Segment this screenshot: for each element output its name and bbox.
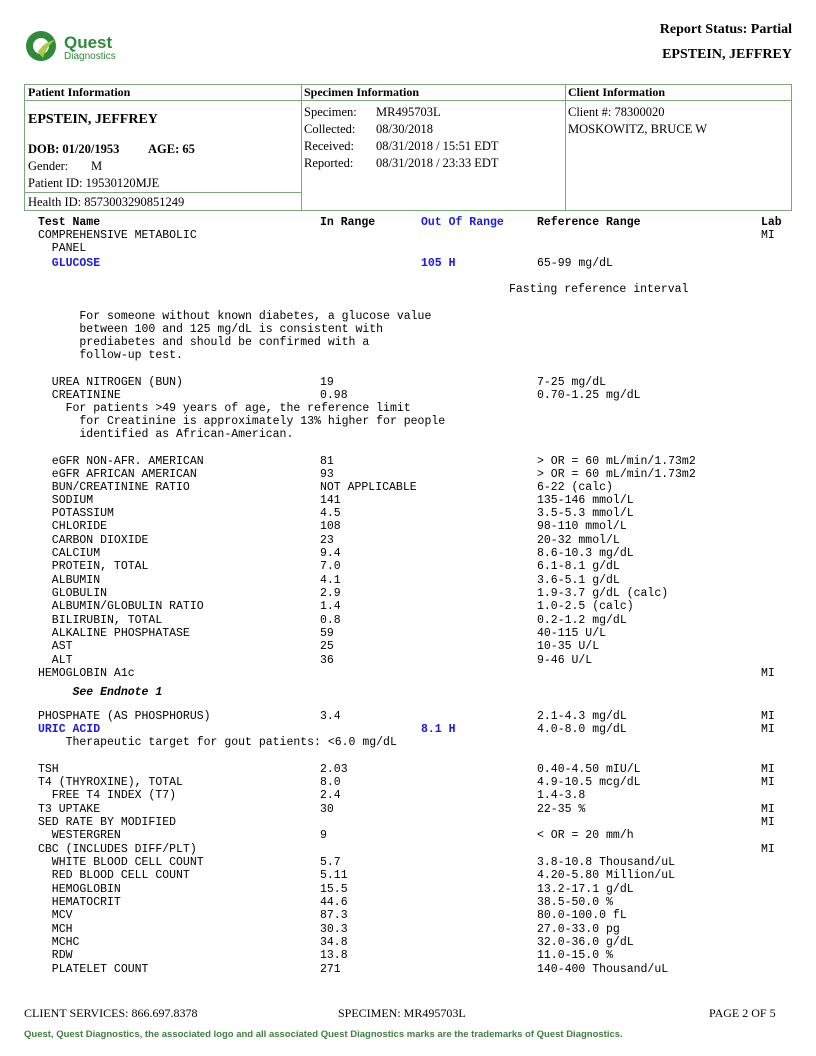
reference-range: 0.70-1.25 mg/dL [537, 389, 641, 402]
test-name: HEMATOCRIT [38, 896, 121, 909]
in-range-value: 2.03 [320, 763, 348, 776]
result-comment: between 100 and 125 mg/dL is consistent with [38, 323, 384, 336]
col-out-of-range: Out Of Range [421, 216, 504, 229]
patient-info-title: Patient Information [25, 85, 301, 101]
test-name: BUN/CREATININE RATIO [38, 481, 190, 494]
test-name: ALBUMIN/GLOBULIN RATIO [38, 600, 204, 613]
test-name: ALBUMIN [38, 574, 101, 587]
in-range-value: 4.5 [320, 507, 341, 520]
test-name: SED RATE BY MODIFIED [38, 816, 177, 829]
in-range-value: 0.98 [320, 389, 348, 402]
test-name: CHLORIDE [38, 520, 108, 533]
logo-subtitle: Diagnostics [64, 51, 116, 62]
client-number: Client #: 78300020 [568, 105, 665, 119]
lab-code: MI [761, 816, 775, 829]
result-comment: follow-up test. [38, 349, 183, 362]
reference-range: 3.6-5.1 g/dL [537, 574, 620, 587]
reference-range: 6-22 (calc) [537, 481, 613, 494]
reference-range: 1.4-3.8 [537, 789, 586, 802]
test-name: AST [38, 640, 73, 653]
in-range-value: 4.1 [320, 574, 341, 587]
reference-range: > OR = 60 mL/min/1.73m2 [537, 468, 696, 481]
logo-name: Quest [64, 33, 113, 52]
in-range-value: 30 [320, 803, 334, 816]
test-name: URIC ACID [38, 723, 101, 736]
test-name: GLUCOSE [38, 257, 101, 270]
in-range-value: 141 [320, 494, 341, 507]
test-name: UREA NITROGEN (BUN) [38, 376, 183, 389]
reference-range: 11.0-15.0 % [537, 949, 613, 962]
reference-range: > OR = 60 mL/min/1.73m2 [537, 455, 696, 468]
in-range-value: 23 [320, 534, 334, 547]
header-patient-name: EPSTEIN, JEFFREY [662, 47, 792, 62]
reference-range: 7-25 mg/dL [537, 376, 607, 389]
in-range-value: 108 [320, 520, 341, 533]
in-range-value: 9 [320, 829, 327, 842]
test-name: HEMOGLOBIN A1c [38, 667, 135, 680]
patient-info [25, 85, 302, 210]
footer-client-services: CLIENT SERVICES: 866.697.8378 [24, 1006, 198, 1020]
reference-range: 2.1-4.3 mg/dL [537, 710, 627, 723]
result-comment: identified as African-American. [38, 428, 294, 441]
endnote-reference: See Endnote 1 [38, 686, 163, 699]
reference-range: 1.9-3.7 g/dL (calc) [537, 587, 669, 600]
lab-code: MI [761, 723, 775, 736]
in-range-value: 9.4 [320, 547, 341, 560]
reference-range: 0.2-1.2 mg/dL [537, 614, 627, 627]
in-range-value: 7.0 [320, 560, 341, 573]
result-comment: For someone without known diabetes, a glucose value [38, 310, 432, 323]
in-range-value: 0.8 [320, 614, 341, 627]
test-name: HEMOGLOBIN [38, 883, 121, 896]
reference-range: 135-146 mmol/L [537, 494, 634, 507]
reference-range: 65-99 mg/dL [537, 257, 613, 270]
test-name: CREATININE [38, 389, 121, 402]
result-comment: prediabetes and should be confirmed with a [38, 336, 370, 349]
reference-range: < OR = 20 mm/h [537, 829, 634, 842]
client-doctor: MOSKOWITZ, BRUCE W [568, 122, 708, 136]
reference-range: 3.5-5.3 mmol/L [537, 507, 634, 520]
test-name: PLATELET COUNT [38, 963, 149, 976]
reference-range: 80.0-100.0 fL [537, 909, 627, 922]
test-name: TSH [38, 763, 59, 776]
result-comment: for Creatinine is approximately 13% higher for people [38, 415, 446, 428]
test-name: PANEL [38, 242, 87, 255]
test-name: RED BLOOD CELL COUNT [38, 869, 190, 882]
patient-age: AGE: 65 [148, 142, 195, 156]
in-range-value: 87.3 [320, 909, 348, 922]
reference-range: 38.5-50.0 % [537, 896, 613, 909]
in-range-value: NOT APPLICABLE [320, 481, 417, 494]
reference-range: 40-115 U/L [537, 627, 607, 640]
in-range-value: 13.8 [320, 949, 348, 962]
specimen-info-title: Specimen Information [301, 85, 565, 101]
collected-label: Collected: [304, 122, 356, 136]
test-name: PROTEIN, TOTAL [38, 560, 149, 573]
specimen-value: MR495703L [376, 105, 441, 119]
quest-logo [24, 28, 164, 64]
health-id-row [25, 192, 301, 209]
in-range-value: 5.7 [320, 856, 341, 869]
in-range-value: 36 [320, 654, 334, 667]
reference-range: 6.1-8.1 g/dL [537, 560, 620, 573]
col-test-name: Test Name [38, 216, 101, 229]
in-range-value: 15.5 [320, 883, 348, 896]
in-range-value: 5.11 [320, 869, 348, 882]
lab-code: MI [761, 763, 775, 776]
test-name: CARBON DIOXIDE [38, 534, 149, 547]
out-of-range-value: 8.1 H [421, 723, 456, 736]
in-range-value: 34.8 [320, 936, 348, 949]
col-reference-range: Reference Range [537, 216, 641, 229]
in-range-value: 59 [320, 627, 334, 640]
reference-range: 27.0-33.0 pg [537, 923, 620, 936]
out-of-range-value: 105 H [421, 257, 456, 270]
test-name: CBC (INCLUDES DIFF/PLT) [38, 843, 197, 856]
health-id: Health ID: 8573003290851249 [28, 195, 185, 209]
test-name: BILIRUBIN, TOTAL [38, 614, 163, 627]
test-name: T3 UPTAKE [38, 803, 101, 816]
reference-range: 0.40-4.50 mIU/L [537, 763, 641, 776]
in-range-value: 1.4 [320, 600, 341, 613]
result-comment: Therapeutic target for gout patients: <6.0 mg/dL [38, 736, 397, 749]
in-range-value: 271 [320, 963, 341, 976]
reference-range: 32.0-36.0 g/dL [537, 936, 634, 949]
in-range-value: 2.9 [320, 587, 341, 600]
test-name: WESTERGREN [38, 829, 121, 842]
patient-gender: M [91, 159, 103, 173]
client-info [565, 85, 791, 210]
patient-dob: DOB: 01/20/1953 [28, 142, 120, 156]
reported-label: Reported: [304, 156, 354, 170]
in-range-value: 44.6 [320, 896, 348, 909]
in-range-value: 93 [320, 468, 334, 481]
reference-range: 3.8-10.8 Thousand/uL [537, 856, 676, 869]
in-range-value: 25 [320, 640, 334, 653]
test-name: CALCIUM [38, 547, 101, 560]
reference-range: 4.0-8.0 mg/dL [537, 723, 627, 736]
reference-range: 1.0-2.5 (calc) [537, 600, 634, 613]
info-table [24, 84, 792, 211]
reference-range: 22-35 % [537, 803, 586, 816]
test-name: POTASSIUM [38, 507, 114, 520]
reference-range: 8.6-10.3 mg/dL [537, 547, 634, 560]
footer-trademark: Quest, Quest Diagnostics, the associated logo and all associated Quest Diagnostics marks are the trademarks of Quest Diagnostics. [24, 1029, 623, 1040]
reference-range: 13.2-17.1 g/dL [537, 883, 634, 896]
reference-range: 9-46 U/L [537, 654, 593, 667]
received-value: 08/31/2018 / 15:51 EDT [376, 139, 499, 153]
footer-page-number: PAGE 2 OF 5 [709, 1006, 776, 1020]
reference-range: 4.20-5.80 Million/uL [537, 869, 676, 882]
in-range-value: 30.3 [320, 923, 348, 936]
received-label: Received: [304, 139, 354, 153]
test-name: MCV [38, 909, 73, 922]
test-name: SODIUM [38, 494, 94, 507]
lab-code: MI [761, 710, 775, 723]
reported-value: 08/31/2018 / 23:33 EDT [376, 156, 499, 170]
test-name: MCH [38, 923, 73, 936]
test-name: PHOSPHATE (AS PHOSPHORUS) [38, 710, 211, 723]
lab-code: MI [761, 667, 775, 680]
in-range-value: 3.4 [320, 710, 341, 723]
test-name: FREE T4 INDEX (T7) [38, 789, 177, 802]
reference-range: 10-35 U/L [537, 640, 600, 653]
quest-logo-icon [24, 28, 60, 64]
reference-range: 20-32 mmol/L [537, 534, 620, 547]
col-in-range: In Range [320, 216, 376, 229]
lab-code: MI [761, 229, 775, 242]
test-name: ALKALINE PHOSPHATASE [38, 627, 190, 640]
specimen-info [301, 85, 566, 210]
test-name: WHITE BLOOD CELL COUNT [38, 856, 204, 869]
reference-range: 98-110 mmol/L [537, 520, 627, 533]
lab-code: MI [761, 843, 775, 856]
gender-label: Gender: [28, 159, 69, 173]
patient-id: Patient ID: 19530120MJE [28, 176, 160, 190]
report-status: Report Status: Partial [659, 22, 792, 37]
footer-specimen: SPECIMEN: MR495703L [338, 1006, 466, 1020]
lab-code: MI [761, 803, 775, 816]
test-name: RDW [38, 949, 73, 962]
result-comment: Fasting reference interval [509, 283, 689, 296]
test-name: eGFR AFRICAN AMERICAN [38, 468, 197, 481]
specimen-label: Specimen: [304, 105, 357, 119]
test-name: eGFR NON-AFR. AMERICAN [38, 455, 204, 468]
in-range-value: 8.0 [320, 776, 341, 789]
client-info-title: Client Information [565, 85, 791, 101]
test-name: COMPREHENSIVE METABOLIC [38, 229, 197, 242]
test-name: T4 (THYROXINE), TOTAL [38, 776, 183, 789]
lab-code: MI [761, 776, 775, 789]
patient-name: EPSTEIN, JEFFREY [28, 112, 158, 127]
in-range-value: 81 [320, 455, 334, 468]
in-range-value: 2.4 [320, 789, 341, 802]
result-comment: For patients >49 years of age, the reference limit [38, 402, 411, 415]
in-range-value: 19 [320, 376, 334, 389]
col-lab: Lab [761, 216, 782, 229]
reference-range: 140-400 Thousand/uL [537, 963, 669, 976]
reference-range: 4.9-10.5 mcg/dL [537, 776, 641, 789]
test-name: MCHC [38, 936, 80, 949]
test-name: ALT [38, 654, 73, 667]
test-name: GLOBULIN [38, 587, 108, 600]
collected-value: 08/30/2018 [376, 122, 433, 136]
